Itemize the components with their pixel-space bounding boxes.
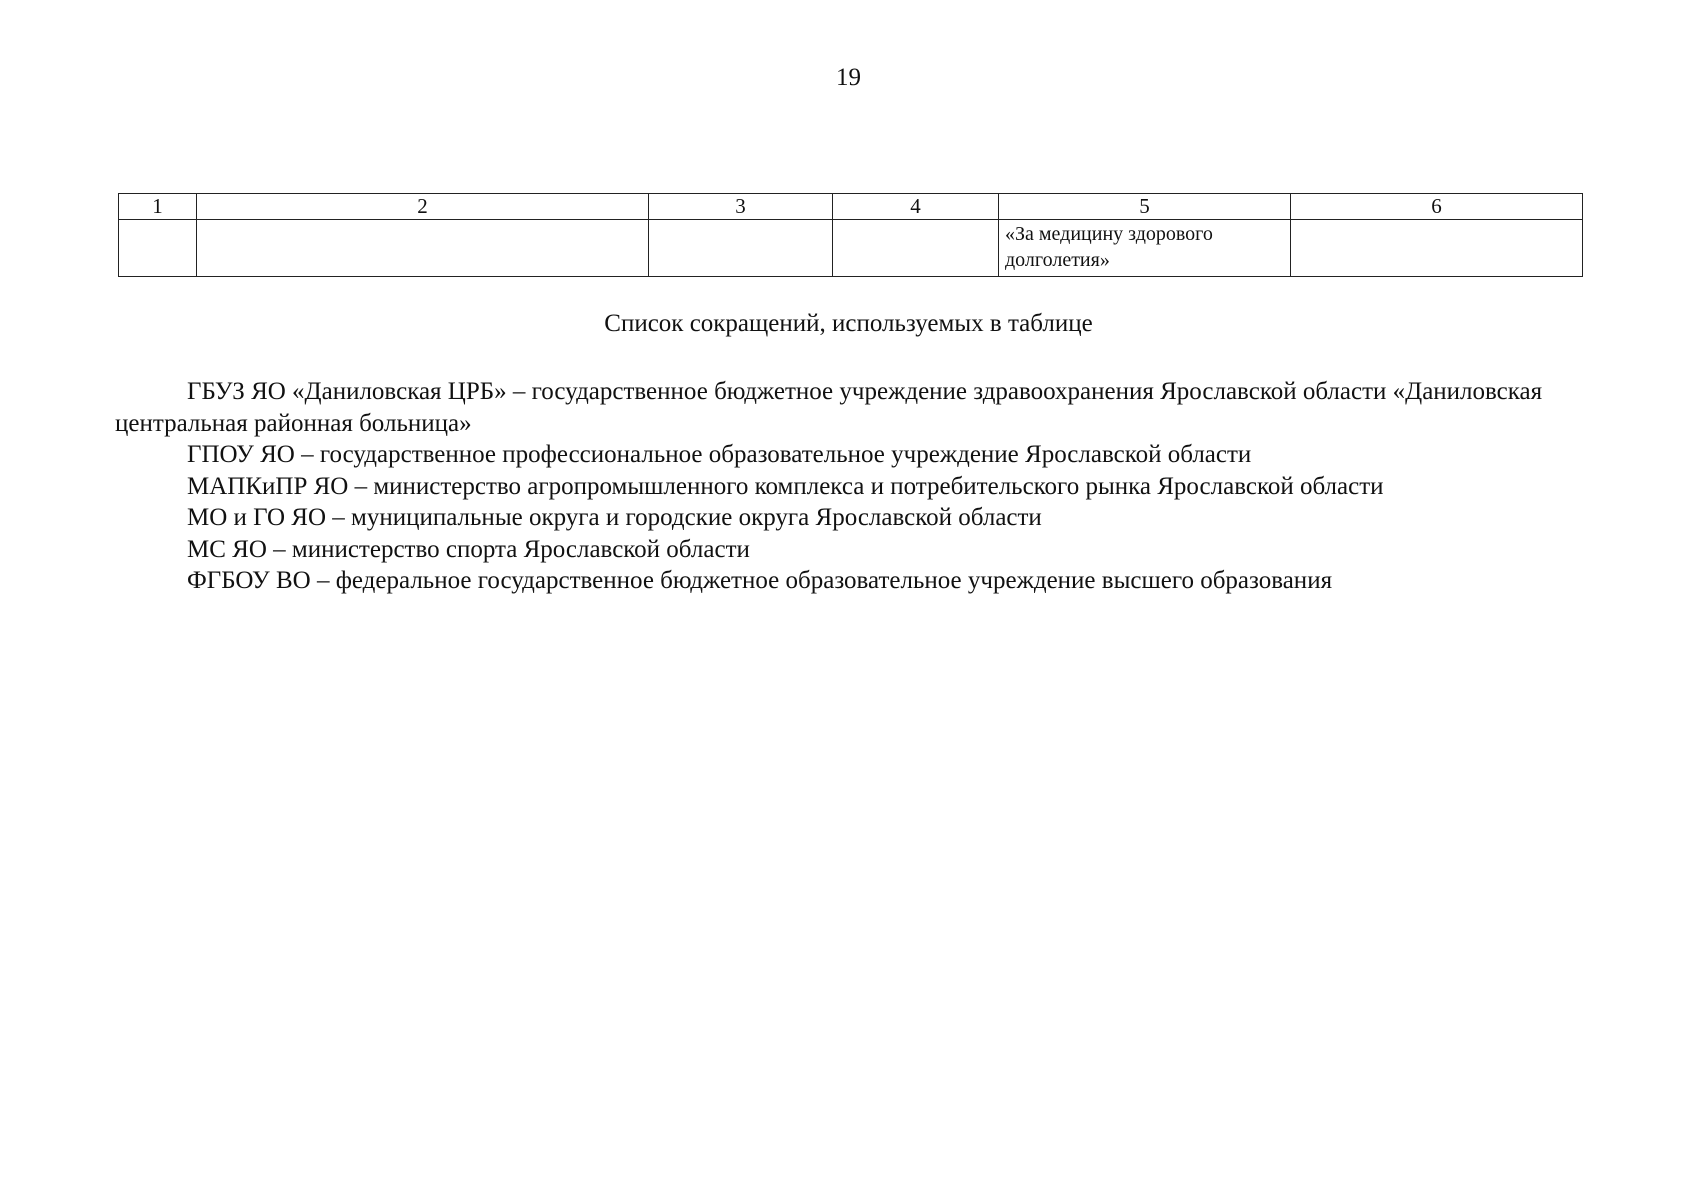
table-cell-4 [833,220,999,277]
abbreviation-item: МС ЯО – министерство спорта Ярославской области [187,535,750,563]
abbreviations-heading: Список сокращений, используемых в таблице [604,310,1093,337]
table-header-cell-2: 2 [197,194,649,220]
table-cell-1 [119,220,197,277]
table-header-cell-1: 1 [119,194,197,220]
abbreviation-item: МАПКиПР ЯО – министерство агропромышленного комплекса и потребительского рынка Ярославской области [187,472,1384,500]
table-cell-5: «За медицину здорового долголетия» [999,220,1291,277]
table-cell-2 [197,220,649,277]
abbreviation-item: ФГБОУ ВО – федеральное государственное бюджетное образовательное учреждение высшего образования [187,567,1333,594]
table-header-cell-3: 3 [649,194,833,220]
table-row [119,220,1583,277]
table-cell-6 [1291,220,1583,277]
table-header-cell-6: 6 [1291,194,1583,220]
page-number: 19 [836,64,861,91]
table-header-cell-4: 4 [833,194,999,220]
table-header-row [119,194,1583,220]
abbreviation-item: ГБУЗ ЯО «Даниловская ЦРБ» – государственное бюджетное учреждение здравоохранения Ярославской области «Даниловская центральная районная больница» [115,378,1543,437]
continuation-table [118,193,1583,277]
abbreviation-item: МО и ГО ЯО – муниципальные округа и городские округа Ярославской области [187,504,1042,531]
table-cell-3 [649,220,833,277]
abbreviation-item: ГПОУ ЯО – государственное профессиональное образовательное учреждение Ярославской области [187,441,1252,468]
abbreviations-list [115,376,1595,597]
table-header-cell-5: 5 [999,194,1291,220]
